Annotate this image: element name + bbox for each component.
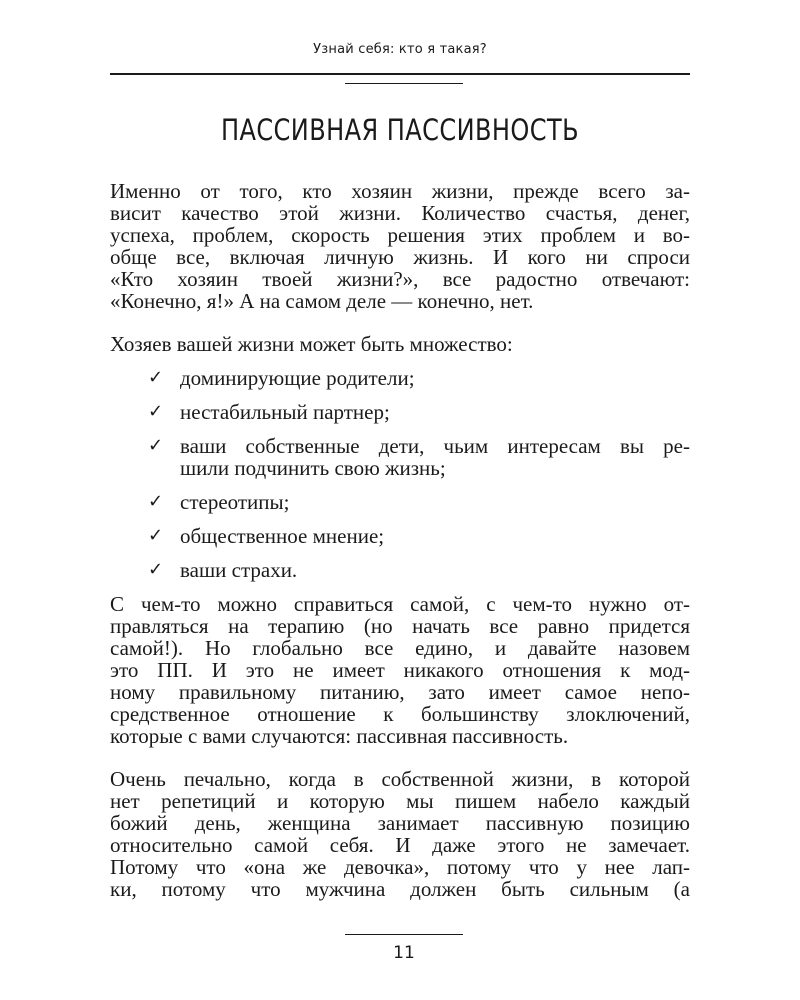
text-line: «Конечно, я!» А на самом деле — конечно, нет. bbox=[110, 289, 534, 313]
text-line: ки, потому что мужчина должен быть сильным (а bbox=[110, 877, 690, 901]
list-item bbox=[110, 401, 690, 423]
text-line: Очень печально, когда в собственной жизни, в которой bbox=[110, 767, 690, 791]
text-line: средственное отношение к большинству злоключений, bbox=[110, 702, 690, 726]
text-line: правляться на терапию (но начать все равно придется bbox=[110, 614, 690, 638]
list-item-text: ваши собственные дети, чьим интересам вы ре- bbox=[180, 434, 690, 458]
running-head: Узнай себя: кто я такая? bbox=[313, 42, 487, 57]
text-line: божий день, женщина занимает пассивную позицию bbox=[110, 811, 690, 835]
paragraph-2 bbox=[110, 333, 690, 355]
checkmark-icon: ✓ bbox=[148, 401, 164, 422]
list-item-text: стереотипы; bbox=[180, 490, 290, 514]
header-rule bbox=[110, 73, 690, 75]
checkmark-icon: ✓ bbox=[148, 435, 164, 456]
list-item-text: ваши страхи. bbox=[180, 558, 298, 582]
masters-list bbox=[110, 367, 690, 581]
checkmark-icon: ✓ bbox=[148, 367, 164, 388]
page-number: 11 bbox=[393, 943, 415, 963]
list-item bbox=[110, 559, 690, 581]
text-line: «Кто хозяин твоей жизни?», все радостно отвечают: bbox=[110, 267, 690, 291]
text-line: успеха, проблем, скорость решения этих проблем и во- bbox=[110, 223, 690, 247]
text-line: Потому что «она же девочка», потому что у нее лап- bbox=[110, 855, 690, 879]
list-item-text: доминирующие родители; bbox=[180, 366, 415, 390]
paragraph-3 bbox=[110, 593, 690, 747]
list-item bbox=[110, 367, 690, 389]
text-line: самой!). Но глобально все едино, и давайте назовем bbox=[110, 636, 690, 660]
chapter-title: ПАССИВНАЯ ПАССИВНОСТЬ bbox=[220, 113, 580, 147]
text-line: Именно от того, кто хозяин жизни, прежде всего за- bbox=[110, 179, 690, 203]
list-item bbox=[110, 525, 690, 547]
checkmark-icon: ✓ bbox=[148, 525, 164, 546]
text-line: относительно самой себя. И даже этого не замечает. bbox=[110, 833, 690, 857]
text-line: обще все, включая личную жизнь. И кого ни спроси bbox=[110, 245, 690, 269]
list-item-text: общественное мнение; bbox=[180, 524, 385, 548]
text-line: Хозяев вашей жизни может быть множество: bbox=[110, 332, 513, 356]
text-line: висит качество этой жизни. Количество счастья, денег, bbox=[110, 201, 690, 225]
list-item-text: шили подчинить свою жизнь; bbox=[180, 456, 446, 480]
checkmark-icon: ✓ bbox=[148, 491, 164, 512]
title-rule bbox=[345, 83, 463, 84]
text-line: это ПП. И это не имеет никакого отношения к мод- bbox=[110, 658, 690, 682]
body-text bbox=[110, 180, 690, 900]
text-line: С чем-то можно справиться самой, с чем-то нужно от- bbox=[110, 592, 690, 616]
text-line: нет репетиций и которую мы пишем набело каждый bbox=[110, 789, 690, 813]
list-item bbox=[110, 435, 690, 479]
text-line: ному правильному питанию, зато имеет самое непо- bbox=[110, 680, 690, 704]
footer-rule bbox=[345, 934, 463, 935]
paragraph-1 bbox=[110, 180, 690, 312]
list-item bbox=[110, 491, 690, 513]
text-line: которые с вами случаются: пассивная пассивность. bbox=[110, 724, 569, 748]
checkmark-icon: ✓ bbox=[148, 559, 164, 580]
list-item-text: нестабильный партнер; bbox=[180, 400, 390, 424]
paragraph-4 bbox=[110, 768, 690, 900]
